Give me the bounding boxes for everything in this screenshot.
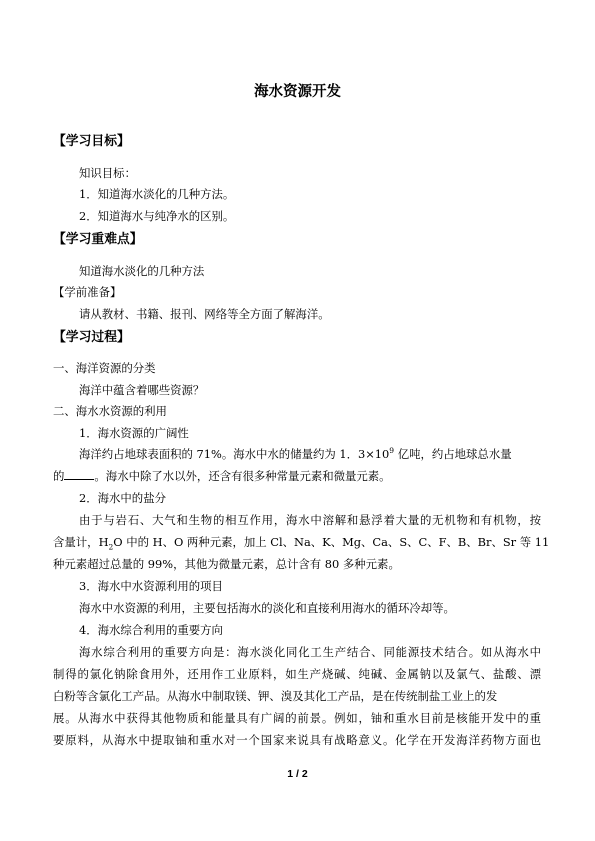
subsection-3-line-1: 海水中水资源的利用，主要包括海水的淡化和直接利用海水的循环冷却等。 xyxy=(79,601,455,615)
goal-item-1: 1．知道海水淡化的几种方法。 xyxy=(79,187,235,201)
goal-item-2: 2．知道海水与纯净水的区别。 xyxy=(79,209,235,223)
page-title: 海水资源开发 xyxy=(254,84,341,100)
section-heading-key-points: 【学习重难点】 xyxy=(53,232,143,247)
subsection-4-line-3: 白粉等含氯化工产品。从海水中制取镁、钾、溴及其化工产品，是在传统制盐工业上的发 xyxy=(53,689,498,703)
process-part-1-question: 海洋中蕴含着哪些资源？ xyxy=(79,383,205,397)
section-heading-prep: 【学前准备】 xyxy=(53,285,122,299)
subsection-4-title: 4．海水综合利用的重要方向 xyxy=(79,623,223,637)
process-part-2: 二、海水水资源的利用 xyxy=(53,404,167,418)
subsection-4-line-2: 制得的氯化钠除食用外，还用作工业原料，如生产烧碱、纯碱、金属钠以及氯气、盐酸、漂 xyxy=(53,667,541,681)
section-heading-process: 【学习过程】 xyxy=(53,330,130,345)
subsection-2-line-2: 含量计，$H_2O$ 中的 H、O 两种元素，加上 Cl、Na、K、Mg、Ca、S、C、F、B、Br、Sr 等 11 xyxy=(53,535,550,552)
subsection-1-line-2: 的 。海水中除了水以外，还含有很多种常量元素和微量元素。 xyxy=(53,469,391,483)
process-part-1: 一、海洋资源的分类 xyxy=(53,361,156,375)
subsection-2-line-1: 由于与岩石、大气和生物的相互作用，海水中溶解和悬浮着大量的无机物和有机物，按 xyxy=(79,513,541,527)
subsection-4-line-1: 海水综合利用的重要方向是：海水淡化同化工生产结合、同能源技术结合。如从海水中 xyxy=(79,645,541,659)
prep-text: 请从教材、书籍、报刊、网络等全方面了解海洋。 xyxy=(79,307,330,321)
subsection-2-title: 2．海水中的盐分 xyxy=(79,491,166,505)
subsection-4-line-4: 展。从海水中获得其他物质和能量具有广阔的前景。例如，铀和重水目前是核能开发中的重 xyxy=(53,711,541,725)
subsection-2-line-3: 种元素超过总量的 99%，其他为微量元素，总计含有 80 多种元素。 xyxy=(53,557,400,571)
page-number: 1 / 2 xyxy=(287,768,308,780)
subsection-3-title: 3．海水中水资源利用的项目 xyxy=(79,579,223,593)
key-points-text: 知道海水淡化的几种方法 xyxy=(79,264,205,278)
subsection-1-line-1: 海洋约占地球表面积的 71%。海水中水的储量约为 1．$3\times 10^9$ 亿吨，约占地球总水量 xyxy=(79,446,512,461)
goals-intro: 知识目标： xyxy=(79,166,136,180)
subsection-1-title: 1．海水资源的广阔性 xyxy=(79,426,189,440)
fill-in-blank xyxy=(64,469,94,480)
section-heading-goals: 【学习目标】 xyxy=(53,134,130,149)
subsection-4-line-5: 要原料，从海水中提取铀和重水对一个国家来说具有战略意义。化学在开发海洋药物方面也 xyxy=(53,733,541,747)
